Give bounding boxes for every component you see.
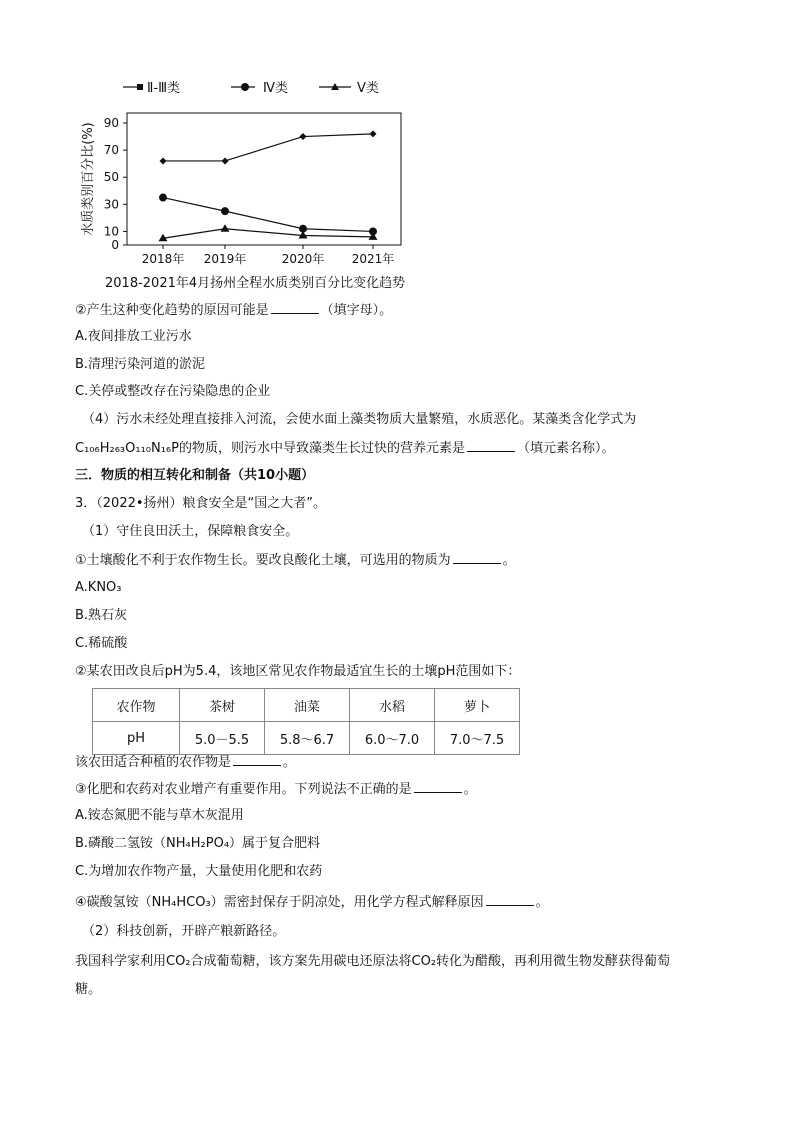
- series-2-point-1: [221, 224, 230, 232]
- y-tick-label-3: 50: [103, 170, 119, 185]
- answer-blank[interactable]: [414, 779, 462, 793]
- y-tick-label-2: 30: [103, 197, 119, 212]
- series-0-point-1: [222, 157, 229, 164]
- table-cell: pH: [93, 722, 180, 755]
- option-a: A.KNO₃: [75, 580, 122, 595]
- table-header-cell: 农作物: [93, 689, 180, 722]
- crop-ph-table: [92, 688, 520, 755]
- table-header-cell: 水稻: [350, 689, 435, 722]
- x-tick-label-0: 2018年: [141, 252, 185, 266]
- plot-frame: [127, 113, 401, 245]
- p3-2-text2: 糖。: [75, 982, 102, 997]
- water-quality-line-chart: [75, 75, 415, 275]
- p3-1b: ②某农田改良后pH为5.4，该地区常见农作物最适宜生长的土壤pH范围如下：: [75, 664, 521, 679]
- p3-1c-a: A.铵态氮肥不能与草木灰混用: [75, 808, 244, 823]
- series-0-point-0: [160, 157, 167, 164]
- answer-blank[interactable]: [467, 438, 515, 452]
- series-line-0: [163, 134, 373, 161]
- y-tick-label-4: 70: [103, 143, 119, 158]
- q2-line: ②产生这种变化趋势的原因可能是 （填字母）。: [75, 300, 392, 321]
- option-c: C.稀硫酸: [75, 636, 128, 651]
- table-header-cell: 茶树: [180, 689, 265, 722]
- answer-blank[interactable]: [453, 550, 501, 564]
- x-tick-label-2: 2020年: [281, 252, 325, 266]
- series-line-1: [163, 198, 373, 232]
- q2-option-c: C.关停或整改存在污染隐患的企业: [75, 384, 271, 399]
- q2-option-a: A.夜间排放工业污水: [75, 329, 192, 344]
- p3-2-text1: 我国科学家利用CO₂合成葡萄糖，该方案先用碳电还原法将CO₂转化为醋酸，再利用微生物发酵获得葡萄: [75, 954, 671, 969]
- p3-1c: ③化肥和农药对农业增产有重要作用。下列说法不正确的是 。: [75, 779, 477, 800]
- option-b: B.熟石灰: [75, 608, 128, 623]
- series-0-point-2: [300, 133, 307, 140]
- table-cell: 5.8～6.7: [265, 722, 350, 755]
- y-tick-label-0: 0: [111, 238, 119, 252]
- p3-1b-after: 该农田适合种植的农作物是 。: [75, 752, 296, 773]
- legend-label-s2: Ⅴ类: [357, 81, 379, 96]
- p3-1c-c: C.为增加农作物产量，大量使用化肥和农药: [75, 864, 323, 879]
- y-tick-label-5: 90: [103, 116, 119, 130]
- table-cell: 6.0～7.0: [350, 722, 435, 755]
- table-row: [93, 722, 520, 755]
- chart-caption: 2018-2021年4月扬州全程水质类别百分比变化趋势: [105, 276, 406, 291]
- p3-part2: （2）科技创新，开辟产粮新路径。: [82, 924, 286, 939]
- problem-3-title: 3．（2022•扬州）粮食安全是“国之大者”。: [75, 496, 326, 511]
- legend-circle-marker: [241, 83, 249, 91]
- series-0-point-3: [370, 130, 377, 137]
- p3-1c-b: B.磷酸二氢铵（NH₄H₂PO₄）属于复合肥料: [75, 836, 321, 851]
- legend-label-s0: Ⅱ-Ⅲ类: [147, 81, 181, 96]
- chart-legend: [123, 80, 379, 96]
- answer-blank[interactable]: [233, 752, 281, 766]
- x-tick-label-1: 2019年: [203, 252, 247, 266]
- legend-label-s1: Ⅳ类: [263, 81, 288, 96]
- series-1-point-0: [159, 194, 167, 202]
- p3-part1: （1）守住良田沃土，保障粮食安全。: [82, 524, 299, 539]
- table-header-row: [93, 689, 520, 722]
- table-cell: 5.0－5.5: [180, 722, 265, 755]
- table-header-cell: 萝卜: [435, 689, 520, 722]
- y-tick-label-1: 10: [103, 224, 119, 239]
- q4-line2: C₁₀₆H₂₆₃O₁₁₀N₁₆P的物质，则污水中导致藻类生长过快的营养元素是 （填元素名称）。: [75, 438, 615, 459]
- x-tick-label-3: 2021年: [351, 252, 395, 266]
- y-axis-label: 水质类别百分比(%): [81, 122, 96, 236]
- algae-formula: C₁₀₆H₂₆₃O₁₁₀N₁₆P: [75, 441, 179, 456]
- answer-blank[interactable]: [271, 300, 319, 314]
- p3-1d: ④碳酸氢铵（NH₄HCO₃）需密封保存于阴凉处，用化学方程式解释原因 。: [75, 892, 549, 913]
- table-cell: 7.0～7.5: [435, 722, 520, 755]
- q4-line1: （4）污水未经处理直接排入河流，会使水面上藻类物质大量繁殖，水质恶化。某藻类含化学式为: [82, 412, 637, 427]
- series-1-point-1: [221, 207, 229, 215]
- section-title: 三．物质的相互转化和制备（共10小题）: [75, 468, 315, 483]
- table-header-cell: 油菜: [265, 689, 350, 722]
- answer-blank[interactable]: [486, 892, 534, 906]
- q2-option-b: B.清理污染河道的淤泥: [75, 357, 206, 372]
- p3-1a: ①土壤酸化不利于农作物生长。要改良酸化土壤，可选用的物质为 。: [75, 550, 516, 571]
- legend-square-marker: [137, 84, 143, 90]
